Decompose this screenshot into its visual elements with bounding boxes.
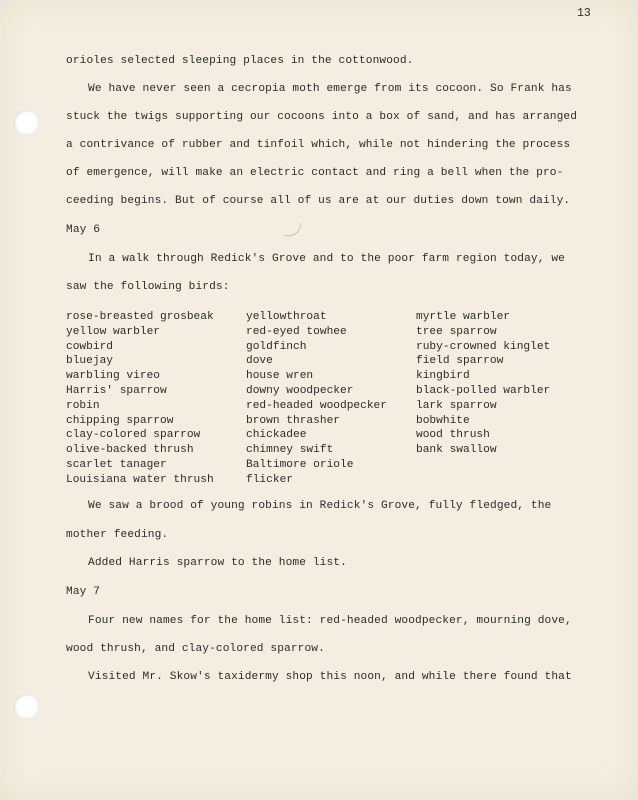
text-line: Added Harris sparrow to the home list. xyxy=(88,557,347,569)
text-line: In a walk through Redick's Grove and to the poor farm region today, we xyxy=(88,253,565,265)
text-line: May 6 xyxy=(66,224,101,236)
bird-list-column-1 xyxy=(66,310,214,488)
text-line: mother feeding. xyxy=(66,529,169,541)
bird-list-item: red-headed woodpecker xyxy=(246,399,387,412)
bird-list-item: chickadee xyxy=(246,429,307,442)
text-line: of emergence, will make an electric contact and ring a bell when the pro- xyxy=(66,167,564,179)
text-line: ceeding begins. But of course all of us are at our duties down town daily. xyxy=(66,195,571,207)
bird-list-item: Harris' sparrow xyxy=(66,384,167,397)
bird-list-item: chipping sparrow xyxy=(66,414,174,427)
text-line: We saw a brood of young robins in Redick's Grove, fully fledged, the xyxy=(88,500,552,512)
bird-list-item: brown thrasher xyxy=(246,414,340,427)
text-line: orioles selected sleeping places in the cottonwood. xyxy=(66,55,414,67)
bird-list-item: kingbird xyxy=(416,370,470,383)
bird-list-item: black-polled warbler xyxy=(416,384,551,397)
text-line: saw the following birds: xyxy=(66,281,230,293)
text-line: We have never seen a cecropia moth emerge from its cocoon. So Frank has xyxy=(88,83,572,95)
bird-list-item: dove xyxy=(246,355,273,368)
bird-list-item: wood thrush xyxy=(416,429,490,442)
text-line: May 7 xyxy=(66,586,101,598)
bird-list-item: cowbird xyxy=(66,340,113,353)
bird-list-item: chimney swift xyxy=(246,444,334,457)
text-line: a contrivance of rubber and tinfoil which, while not hindering the process xyxy=(66,139,571,151)
bird-list-item: Louisiana water thrush xyxy=(66,473,214,486)
bird-list-item: warbling vireo xyxy=(66,370,160,383)
bird-list-item: olive-backed thrush xyxy=(66,444,194,457)
bird-list-item: yellowthroat xyxy=(246,311,327,323)
bird-list-item: rose-breasted grosbeak xyxy=(66,311,214,323)
bird-list-item: robin xyxy=(66,399,100,412)
bird-list-column-3 xyxy=(416,310,550,458)
text-line: Visited Mr. Skow's taxidermy shop this noon, and while there found that xyxy=(88,671,572,683)
bird-list-item: red-eyed towhee xyxy=(246,325,347,338)
bird-list-item: bobwhite xyxy=(416,414,470,427)
bird-list-item: flicker xyxy=(246,473,293,486)
bird-list-item: scarlet tanager xyxy=(66,458,167,471)
page-number: 13 xyxy=(577,7,591,20)
bird-list-item: myrtle warbler xyxy=(416,311,510,323)
punch-hole xyxy=(14,110,38,134)
bird-list-item: field sparrow xyxy=(416,355,504,368)
bird-list-item: ruby-crowned kinglet xyxy=(416,340,551,353)
bird-list-item: bank swallow xyxy=(416,444,497,457)
bird-list-column-2 xyxy=(246,310,387,488)
bird-list-item: lark sparrow xyxy=(416,399,497,412)
bird-list-item: bluejay xyxy=(66,355,113,368)
bird-list-item: downy woodpecker xyxy=(246,384,354,397)
bird-list-item: clay-colored sparrow xyxy=(66,429,201,442)
bird-list-item: Baltimore oriole xyxy=(246,458,354,471)
pencil-mark xyxy=(284,221,301,238)
bird-list-item: yellow warbler xyxy=(66,325,160,338)
punch-hole xyxy=(14,694,38,718)
text-line: wood thrush, and clay-colored sparrow. xyxy=(66,643,325,655)
bird-list-item: tree sparrow xyxy=(416,325,497,338)
text-line: Four new names for the home list: red-headed woodpecker, mourning dove, xyxy=(88,615,572,627)
bird-list-item: house wren xyxy=(246,370,314,383)
text-line: stuck the twigs supporting our cocoons into a box of sand, and has arranged xyxy=(66,111,578,123)
bird-list-item: goldfinch xyxy=(246,340,307,353)
